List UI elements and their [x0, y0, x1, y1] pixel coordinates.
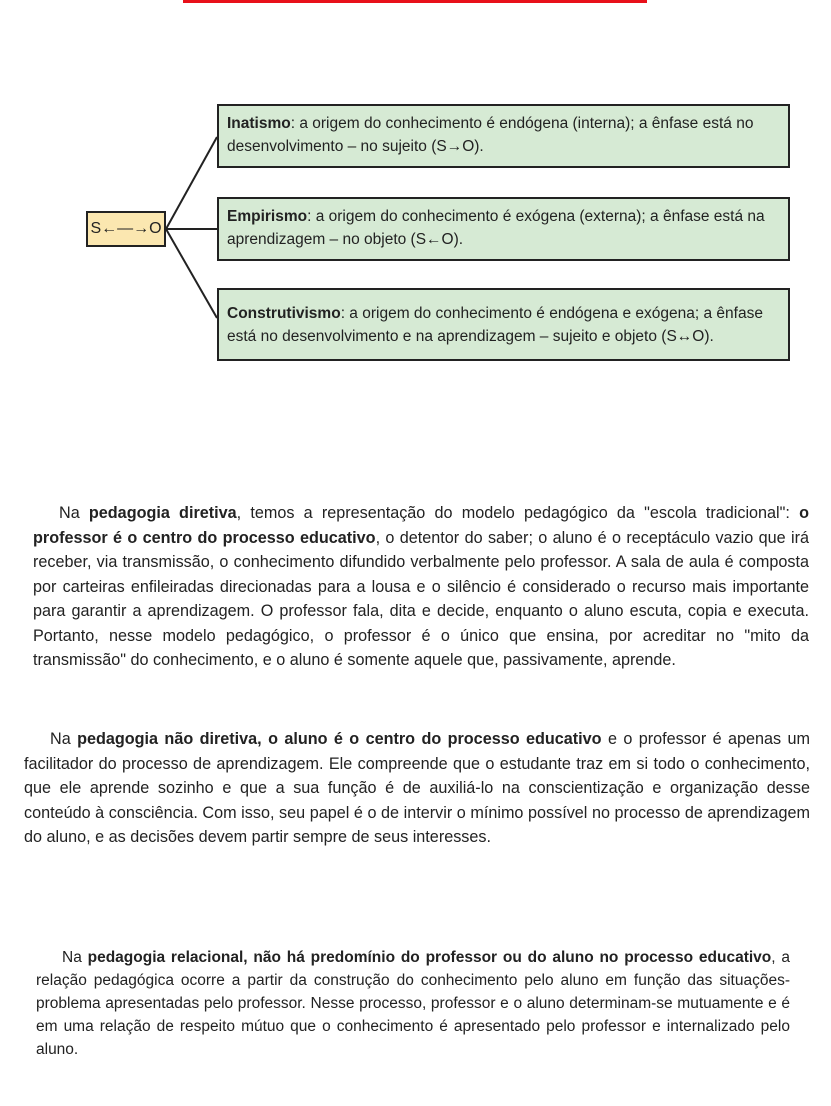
text-run: e o professor é apenas um facilitador do processo de aprendizagem. Ele compreende que o estudante traz em si todo o conhecimento, que ele aprende sozinho e que a sua função é de auxiliá-lo na conscientização e organização desse conteúdo à consciência. Com isso, seu papel é o de intervir o mínimo possível no processo de aprendizagem do aluno, e as decisões devem partir sempre de seus interesses.	[24, 730, 810, 846]
branch-empirismo	[217, 197, 790, 261]
branch-construtivismo	[217, 288, 790, 361]
bold-run: o professor é o centro do processo educativo	[33, 504, 809, 547]
paragraph-pedagogia-diretiva	[33, 501, 809, 673]
branch-text: : a origem do conhecimento é exógena (externa); a ênfase está na aprendizagem – no objeto (S←O).	[227, 208, 765, 248]
branch-inatismo	[217, 104, 790, 168]
text-run: , o detentor do saber; o aluno é o receptáculo vazio que irá receber, via transmissão, o conhecimento difundido verbalmente pelo professor. A sala de aula é composta por carteiras enfileiradas direcionadas para a lousa e o silêncio é considerado o recurso mais importante para garantir a aprendizagem. O professor fala, dita e decide, enquanto o aluno escuta, copia e executa. Portanto, nesse modelo pedagógico, o professor é o único que ensina, por acreditar no "mito da transmissão" do conhecimento, e o aluno é somente aquele que, passivamente, aprende.	[33, 528, 809, 669]
branch-term: Construtivismo	[227, 305, 341, 322]
text-run: , temos a representação do modelo pedagógico da "escola tradicional":	[236, 504, 800, 522]
epistemology-diagram	[0, 0, 831, 380]
bold-run: pedagogia não diretiva, o aluno é o centro do processo educativo	[77, 730, 602, 748]
text-run: Na	[62, 949, 88, 966]
paragraph-pedagogia-relacional	[36, 946, 790, 1061]
text-run: Na	[50, 730, 78, 748]
text-run: Na	[59, 504, 89, 522]
paragraph-pedagogia-nao-diretiva	[24, 727, 810, 850]
text-run: , a relação pedagógica ocorre a partir da construção do conhecimento pelo aluno em função das situações-problema apresentadas pelo professor. Nesse processo, professor e o aluno determinam-se mutuamente e é em uma relação de respeito mútuo que o conhecimento é apresentado pelo professor e internalizado pelo aluno.	[36, 949, 791, 1058]
diagram-root-node: S←—→O	[86, 211, 166, 247]
branch-term: Inatismo	[227, 115, 291, 132]
branch-text: : a origem do conhecimento é endógena e exógena; a ênfase está no desenvolvimento e na aprendizagem – sujeito e objeto (S↔O).	[227, 305, 763, 345]
branch-text: : a origem do conhecimento é endógena (interna); a ênfase está no desenvolvimento – no sujeito (S→O).	[227, 115, 754, 155]
branch-term: Empirismo	[227, 208, 308, 225]
bold-run: pedagogia diretiva	[88, 504, 237, 522]
bold-run: pedagogia relacional, não há predomínio do professor ou do aluno no processo educativo	[87, 949, 772, 966]
